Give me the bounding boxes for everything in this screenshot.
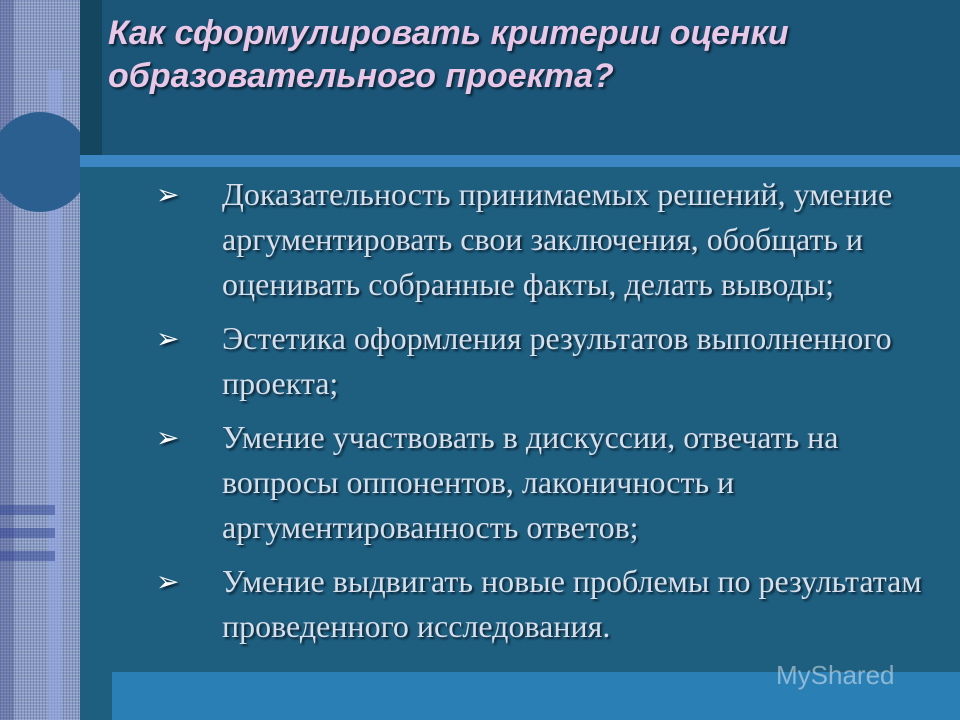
bullet-item — [152, 316, 952, 406]
decorative-bar — [0, 551, 55, 561]
bullet-item — [152, 172, 952, 307]
bullet-text: Доказательность принимаемых решений, умение аргументировать свои заключения, обобщать и оценивать собранные факты, делать выводы; — [222, 176, 893, 302]
decorative-texture-strip — [0, 0, 80, 720]
arrow-bullet-icon: ➢ — [156, 421, 180, 454]
bullet-item — [152, 415, 952, 550]
arrow-bullet-icon: ➢ — [156, 322, 180, 355]
decorative-bar — [0, 528, 55, 538]
watermark-logo: MyShared — [776, 660, 895, 690]
bullet-item — [152, 559, 952, 649]
slide-title: Как сформулировать критерии оценки образовательного проекта? — [108, 14, 789, 95]
bullet-text: Эстетика оформления результатов выполненного проекта; — [222, 320, 892, 401]
arrow-bullet-icon: ➢ — [156, 565, 180, 598]
accent-line — [80, 155, 960, 167]
bullet-text: Умение участвовать в дискуссии, отвечать на вопросы оппонентов, лаконичность и аргументированность ответов; — [222, 419, 839, 545]
arrow-bullet-icon: ➢ — [156, 178, 180, 211]
texture-dark-band — [0, 0, 14, 720]
bullet-text: Умение выдвигать новые проблемы по результатам проведенного исследования. — [222, 563, 922, 644]
decorative-circle — [0, 112, 90, 212]
bullet-list — [152, 172, 952, 658]
decorative-bar — [0, 505, 55, 515]
